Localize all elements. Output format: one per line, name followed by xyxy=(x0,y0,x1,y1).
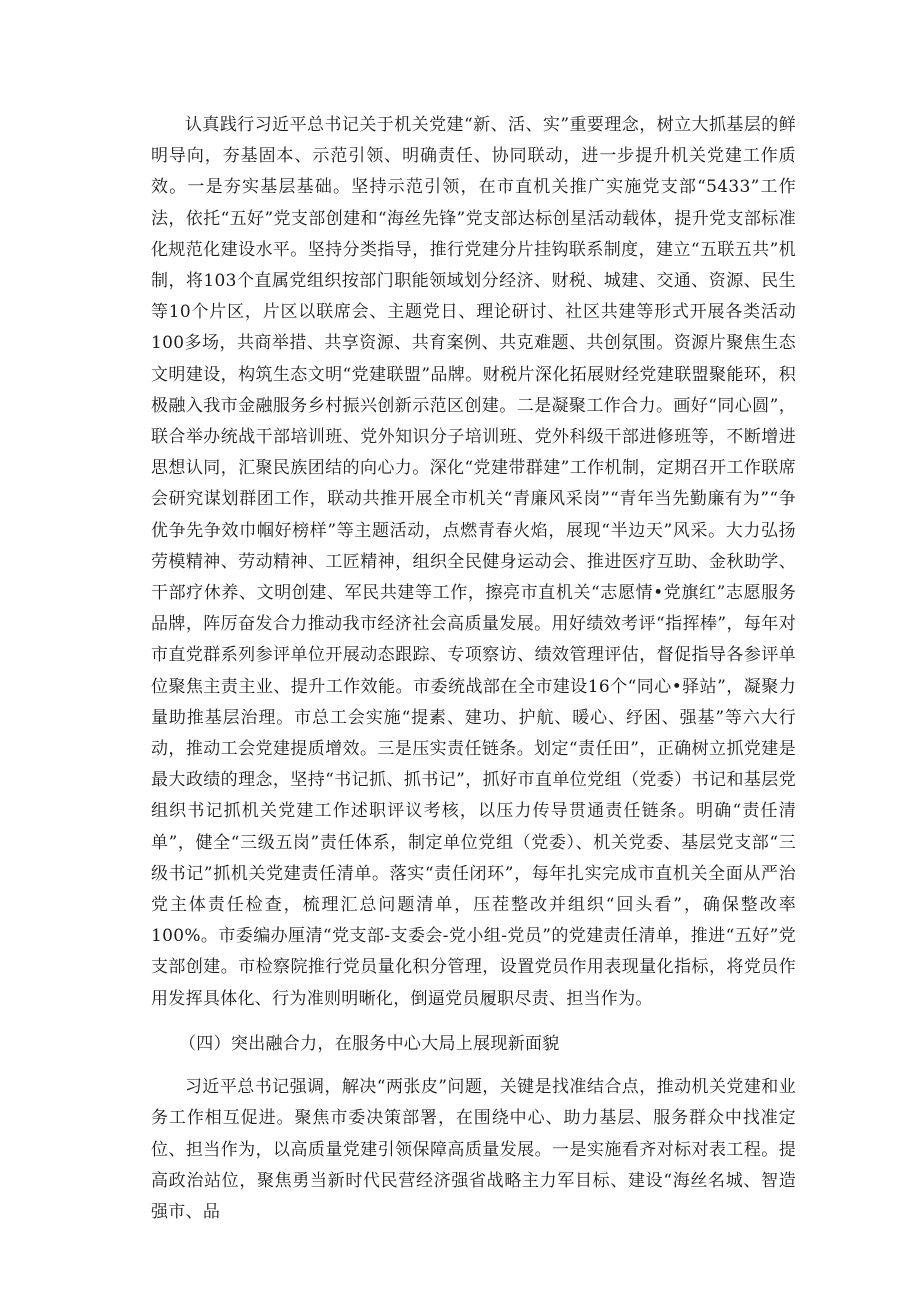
body-paragraph-2: 习近平总书记强调，解决“两张皮”问题，关键是找准结合点，推动机关党建和业务工作相互促进。聚焦市委决策部署，在围绕中心、助力基层、服务群众中找准定位、担当作为，以高质量党建引领保障高质量发展。一是实施看齐对标对表工程。提高政治站位，聚焦勇当新时代民营经济强省战略主力军目标、建设“海丝名城、智造强市、品 xyxy=(151,1077,796,1222)
section-heading-4: （四）突出融合力，在服务中心大局上展现新面貌 xyxy=(179,1033,560,1054)
body-paragraph-1: 认真践行习近平总书记关于机关党建“新、活、实”重要理念，树立大抓基层的鲜明导向，夯基固本、示范引领、明确责任、协同联动，进一步提升机关党建工作质效。一是夯实基层基础。坚持示范引领，在市直机关推广实施党支部“5433”工作法，依托“五好”党支部创建和“海丝先锋”党支部达标创星活动载体，提升党支部标准化规范化建设水平。坚持分类指导，推行党建分片挂钩联系制度，建立“五联五共”机制，将103个直属党组织按部门职能领域划分经济、财税、城建、交通、资源、民生等10个片区，片区以联席会、主题党日、理论研讨、社区共建等形式开展各类活动100多场，共商举措、共享资源、共育案例、共克难题、共创氛围。资源片聚焦生态文明建设，构筑生态文明“党建联盟”品牌。财税片深化拓展财经党建联盟聚能环，积极融入我市金融服务乡村振兴创新示范区创建。二是凝聚工作合力。画好“同心圆”，联合举办统战干部培训班、党外知识分子培训班、党外科级干部进修班等，不断增进思想认同，汇聚民族团结的向心力。深化“党建带群建”工作机制，定期召开工作联席会研究谋划群团工作，联动共推开展全市机关“青廉风采岗”“青年当先勤廉有为”“争优争先争效巾帼好榜样”等主题活动，点燃青春火焰，展现“半边天”风采。大力弘扬劳模精神、劳动精神、工匠精神，组织全民健身运动会、推进医疗互助、金秋助学、干部疗休养、文明创建、军民共建等工作，擦亮市直机关“志愿情•党旗红”志愿服务品牌，阵厉奋发合力推动我市经济社会高质量发展。用好绩效考评“指挥棒”，每年对市直党群系列参评单位开展动态跟踪、专项察访、绩效管理评估，督促指导各参评单位聚焦主责主业、提升工作效能。市委统战部在全市建设16个“同心•驿站”，凝聚力量助推基层治理。市总工会实施“提素、建功、护航、暖心、纾困、强基”等六大行动，推动工会党建提质增效。三是压实责任链条。划定“责任田”，正确树立抓党建是最大政绩的理念，坚持“书记抓、抓书记”，抓好市直单位党组（党委）书记和基层党组织书记抓机关党建工作述职评议考核，以压力传导贯通责任链条。明确“责任清单”，健全“三级五岗”责任体系，制定单位党组（党委）、机关党委、基层党支部“三级书记”抓机关党建责任清单。落实“责任闭环”，每年扎实完成市直机关全面从严治党主体责任检查，梳理汇总问题清单，压茬整改并组织“回头看”，确保整改率100%。市委编办厘清“党支部-支委会-党小组-党员”的党建责任清单，推进“五好”党支部创建。市检察院推行党员量化积分管理，设置党员作用表现量化指标，将党员作用发挥具体化、行为准则明晰化，倒逼党员履职尽责、担当作为。 xyxy=(151,115,796,1009)
